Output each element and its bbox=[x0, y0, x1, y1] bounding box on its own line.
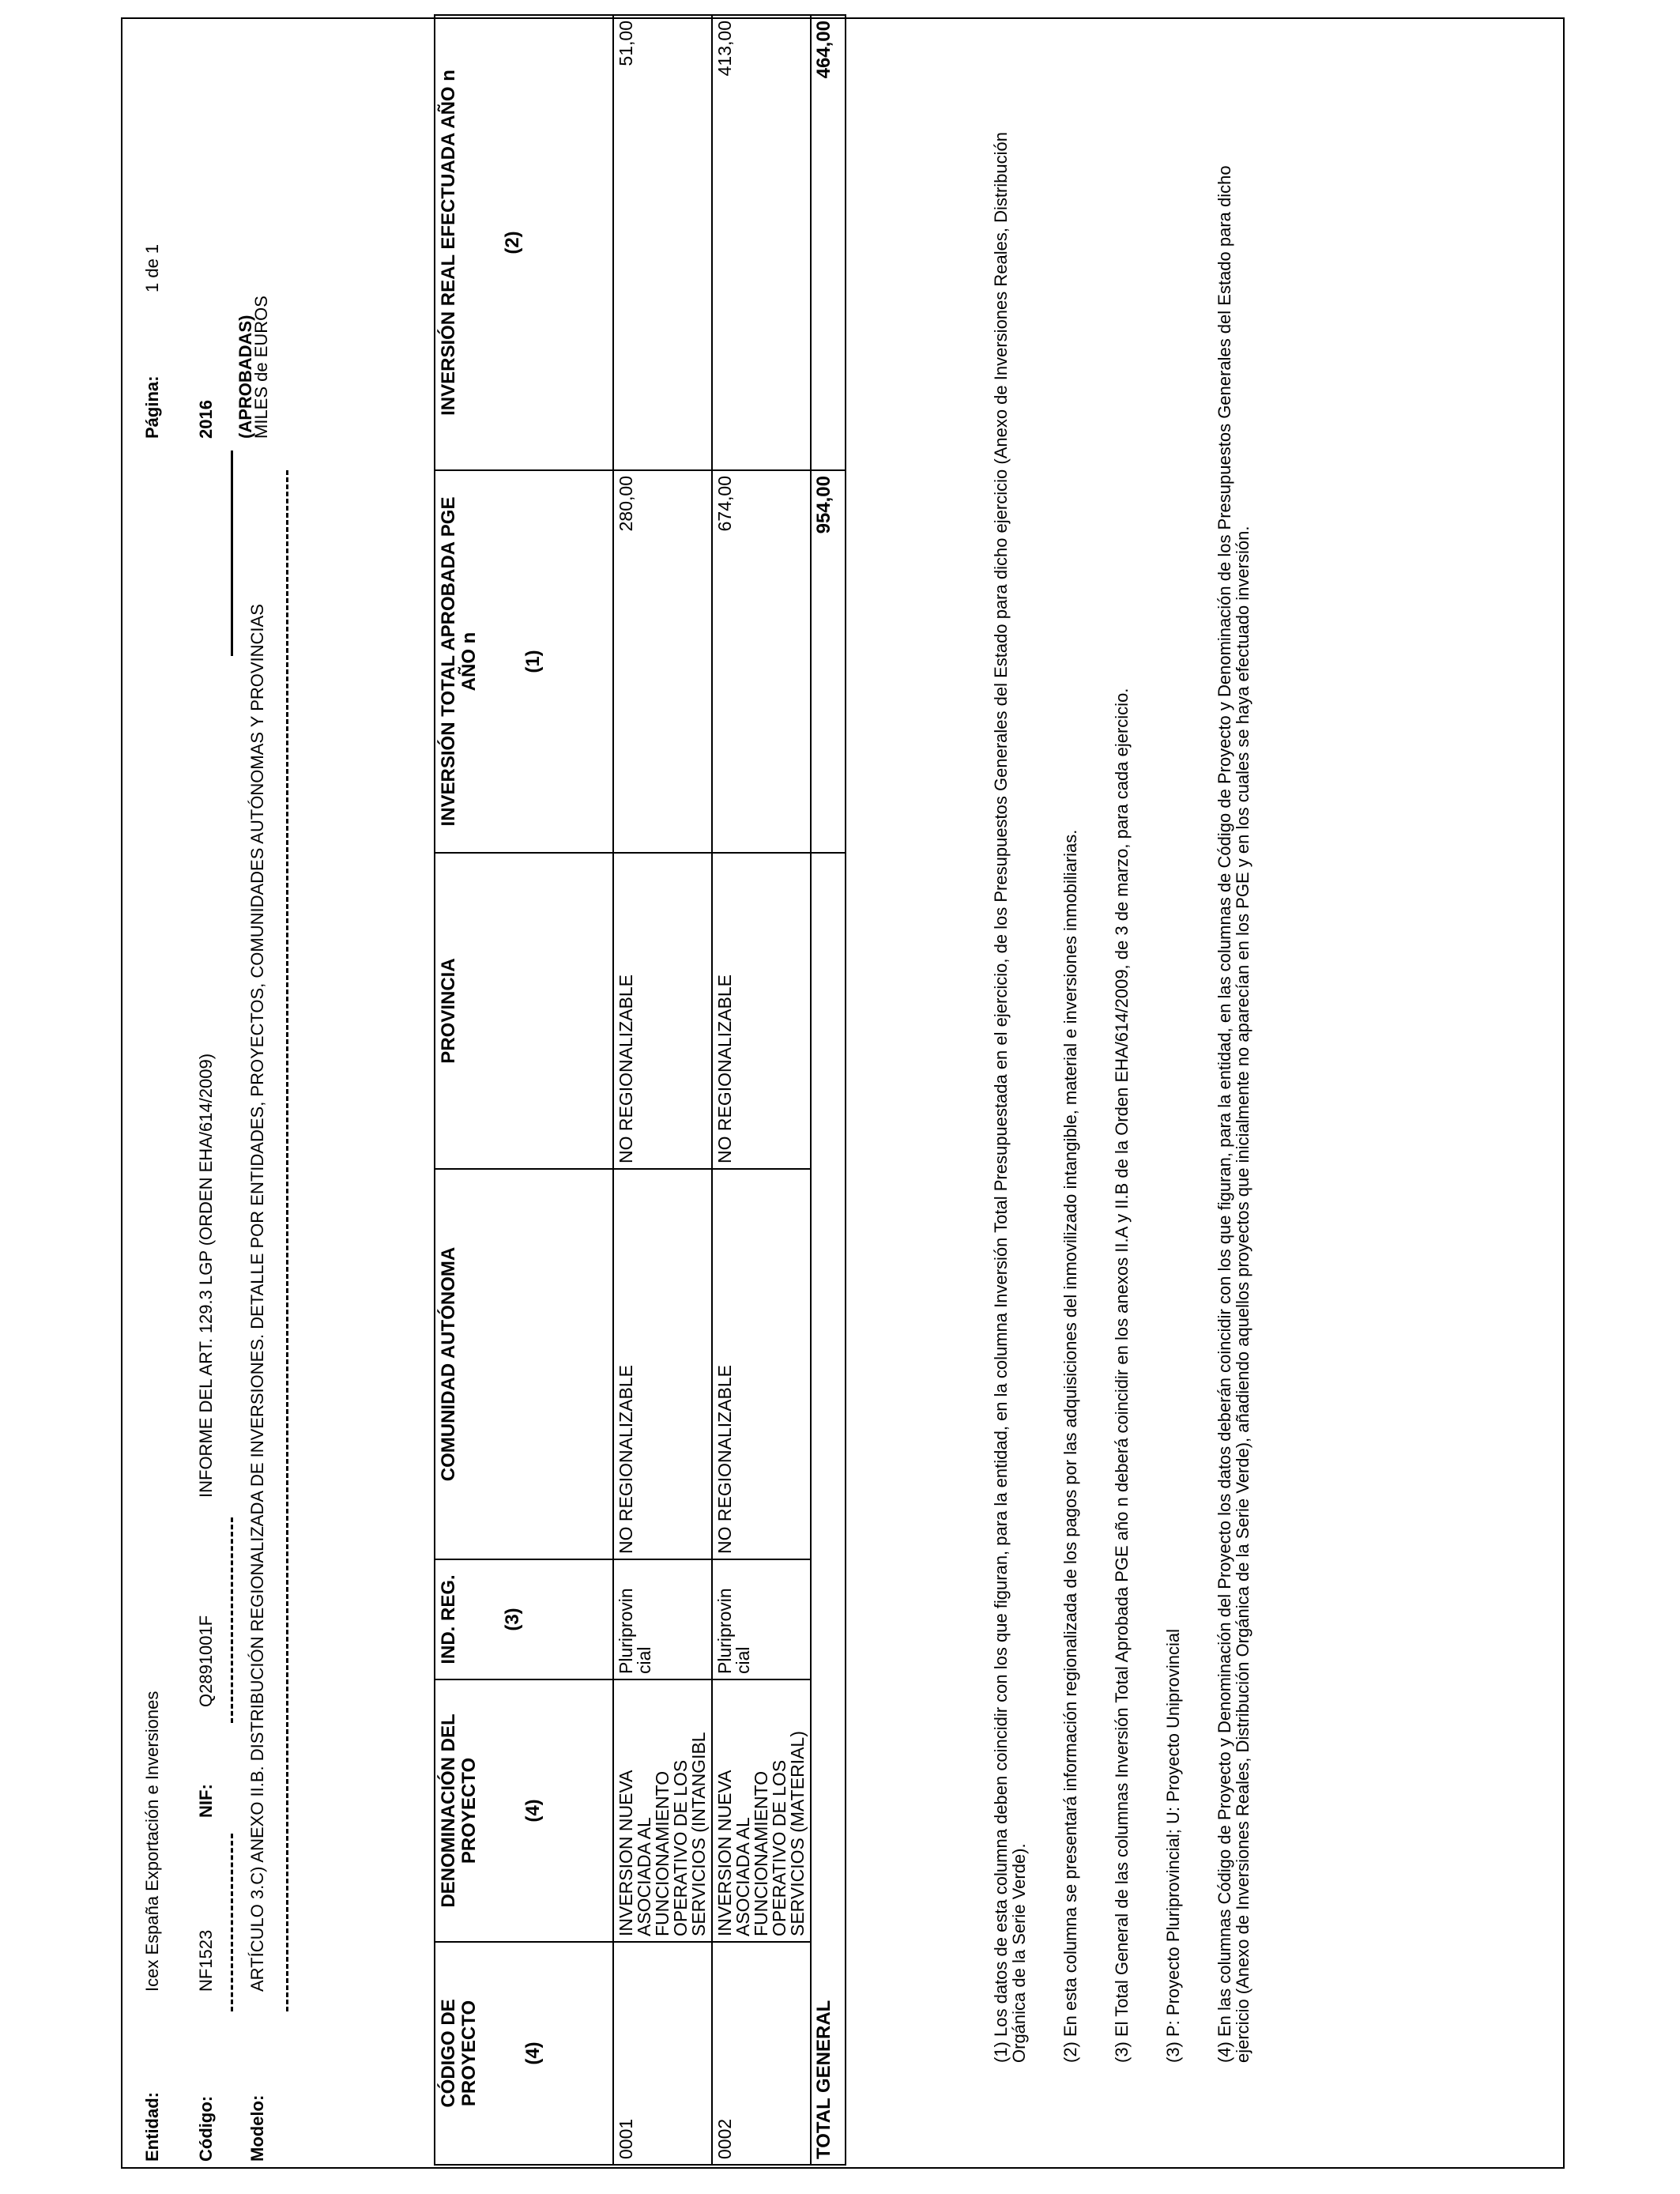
cell-codigo: 0002 bbox=[712, 1942, 811, 2165]
cell-codigo: 0001 bbox=[613, 1942, 712, 2165]
header-comunidad: COMUNIDAD AUTÓNOMA bbox=[435, 1169, 613, 1559]
footnote-3: (3) El Total General de las columnas Inversión Total Aprobada PGE año n deberá coincidir en los anexos II.A y II.B de la Orden EHA/614/2009, de 3 de marzo, para cada ejercicio. bbox=[1112, 688, 1132, 2063]
footnote-1: (1) Los datos de esta columna deben coincidir con los que figuran, para la entidad, en la columna Inversión Total Presupuestada en el ejercicio, de los Presupuestos Generales del Estado para dicho ejercicio (Anexo de Inversiones Reales, Distribución Orgánica de la Serie Verde). bbox=[991, 131, 1029, 2063]
total-inversion-total: 954,00 bbox=[811, 470, 846, 853]
footnote-2: (2) En esta columna se presentará información regionalizada de los pagos por las adquisiciones del inmovilizado intangible, material e inversiones inmobiliarias. bbox=[1060, 829, 1080, 2063]
header-provincia: PROVINCIA bbox=[435, 853, 613, 1169]
aprobadas-label: (APROBADAS) bbox=[235, 315, 255, 439]
cell-comunidad: NO REGIONALIZABLE bbox=[712, 1169, 811, 1559]
codigo-label: Código: bbox=[196, 2095, 216, 2162]
nif-dash-line bbox=[231, 1517, 233, 1723]
entidad-value: Icex España Exportación e Inversiones bbox=[142, 1691, 162, 1992]
cell-inversion-total: 674,00 bbox=[712, 470, 811, 853]
modelo-dash-line bbox=[286, 470, 288, 2011]
header-inversion-total: INVERSIÓN TOTAL APROBADA PGE AÑO n (1) bbox=[435, 470, 613, 853]
year-value: 2016 bbox=[196, 400, 216, 439]
cell-ind-reg: Pluriprovin cial bbox=[712, 1559, 811, 1679]
total-label: TOTAL GENERAL bbox=[811, 853, 846, 2165]
total-inversion-real: 464,00 bbox=[811, 15, 846, 470]
nif-label: NIF: bbox=[196, 1784, 216, 1818]
header-solid-line bbox=[231, 450, 233, 656]
cell-ind-reg: Pluriprovin cial bbox=[613, 1559, 712, 1679]
cell-denominacion: INVERSION NUEVA ASOCIADA AL FUNCIONAMIENTO OPERATIVO DE LOS SERVICIOS (INTANGIBL bbox=[613, 1679, 712, 1942]
total-row bbox=[811, 15, 846, 2165]
cell-inversion-real: 51,00 bbox=[613, 15, 712, 470]
footnotes bbox=[992, 126, 1285, 2063]
modelo-value: ARTÍCULO 3.C) ANEXO II.B. DISTRIBUCIÓN REGIONALIZADA DE INVERSIONES. DETALLE POR ENTIDADES, PROYECTOS, COMUNIDADES AUTÓNOMAS Y PROVINCIAS bbox=[247, 604, 267, 1992]
rotated-sheet bbox=[119, 16, 1561, 2166]
header-codigo: CÓDIGO DE PROYECTO (4) bbox=[435, 1942, 613, 2165]
header-denominacion: DENOMINACIÓN DEL PROYECTO (4) bbox=[435, 1679, 613, 1942]
footnote-3b: (3) P: Proyecto Pluriprovincial; U: Proyecto Uniprovincial bbox=[1163, 1629, 1183, 2063]
entidad-label: Entidad: bbox=[142, 2092, 162, 2162]
codigo-dash-line bbox=[231, 1834, 233, 2011]
informe-title: INFORME DEL ART. 129.3 LGP (ORDEN EHA/614/2009) bbox=[196, 1053, 216, 1498]
cell-inversion-total: 280,00 bbox=[613, 470, 712, 853]
table-row bbox=[712, 15, 811, 2165]
pagina-label: Página: bbox=[142, 375, 162, 439]
header-ind-reg: IND. REG. (3) bbox=[435, 1559, 613, 1679]
investment-table bbox=[434, 14, 846, 2166]
cell-comunidad: NO REGIONALIZABLE bbox=[613, 1169, 712, 1559]
table-header-row bbox=[435, 15, 613, 2165]
cell-denominacion: INVERSION NUEVA ASOCIADA AL FUNCIONAMIENTO OPERATIVO DE LOS SERVICIOS (MATERIAL) bbox=[712, 1679, 811, 1942]
cell-inversion-real: 413,00 bbox=[712, 15, 811, 470]
modelo-label: Modelo: bbox=[247, 2094, 267, 2162]
cell-provincia: NO REGIONALIZABLE bbox=[712, 853, 811, 1169]
table-row bbox=[613, 15, 712, 2165]
header-inversion-real: INVERSIÓN REAL EFECTUADA AÑO n (2) bbox=[435, 15, 613, 470]
codigo-value: NF1523 bbox=[196, 1929, 216, 1992]
unidades-label: MILES de EUROS bbox=[251, 296, 271, 439]
nif-value: Q2891001F bbox=[196, 1615, 216, 1707]
footnote-4: (4) En las columnas Código de Proyecto y Denominación del Proyecto los datos deberán coincidir con los que figuran, para la entidad, en las columnas de Código de Proyecto y Denominación de los Presupuestos Generales del Estado para dicho ejercicio (Anexo de Inversiones Reales, Distribución Orgánica de la Serie Verde), añadiendo aquellos proyectos que inicialmente no aparecían en los PGE y en los cuales se haya efectuado inversión. bbox=[1215, 165, 1252, 2063]
pagina-value: 1 de 1 bbox=[142, 243, 162, 292]
cell-provincia: NO REGIONALIZABLE bbox=[613, 853, 712, 1169]
